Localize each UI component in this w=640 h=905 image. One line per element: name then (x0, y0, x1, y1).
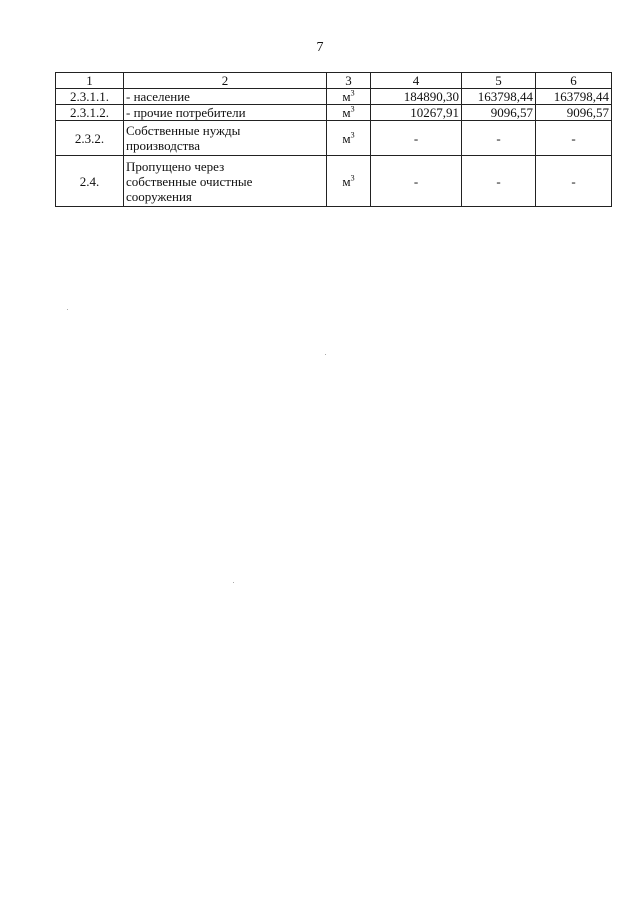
table-row (56, 89, 612, 105)
row-unit (327, 156, 371, 207)
row-value-col-4: 10267,91 (371, 105, 462, 121)
header-col-6: 6 (536, 73, 612, 89)
row-unit (327, 105, 371, 121)
row-unit (327, 121, 371, 156)
row-code: 2.3.1.2. (56, 105, 124, 121)
table-row (56, 105, 612, 121)
row-value-col-5: 163798,44 (462, 89, 536, 105)
unit-power: 3 (350, 173, 355, 183)
row-code: 2.3.1.1. (56, 89, 124, 105)
row-value-col-6: - (536, 156, 612, 207)
header-col-3: 3 (327, 73, 371, 89)
header-col-2: 2 (124, 73, 327, 89)
row-value-col-6: - (536, 121, 612, 156)
unit-base: м (342, 173, 351, 189)
row-code: 2.3.2. (56, 121, 124, 156)
unit-power: 3 (350, 130, 355, 140)
table-row (56, 121, 612, 156)
table-row (56, 156, 612, 207)
scan-speck (325, 354, 326, 355)
data-table (55, 72, 612, 207)
row-value-col-4: - (371, 121, 462, 156)
row-value-col-4: - (371, 156, 462, 207)
unit-base: м (342, 105, 351, 120)
table-header-row (56, 73, 612, 89)
row-value-col-5: - (462, 156, 536, 207)
row-value-col-5: 9096,57 (462, 105, 536, 121)
row-name-line: Собственные нужды (126, 123, 241, 138)
unit-base: м (342, 89, 351, 104)
page-number: 7 (316, 40, 324, 55)
row-name: - прочие потребители (124, 105, 327, 121)
row-name-line: Пропущено через (126, 158, 225, 174)
row-unit (327, 89, 371, 105)
unit-power: 3 (350, 88, 355, 98)
header-col-1: 1 (56, 73, 124, 89)
row-name-line: сооружения (126, 188, 192, 204)
row-code: 2.4. (56, 156, 124, 207)
unit-power: 3 (350, 104, 355, 114)
row-value-col-6: 163798,44 (536, 89, 612, 105)
scan-speck (67, 309, 68, 310)
row-name (124, 121, 327, 156)
row-name-line: собственные очистные (126, 173, 253, 189)
header-col-4: 4 (371, 73, 462, 89)
row-name: - население (124, 89, 327, 105)
row-name (124, 156, 327, 207)
scan-speck (233, 582, 234, 583)
row-value-col-5: - (462, 121, 536, 156)
unit-base: м (342, 130, 351, 146)
row-value-col-4: 184890,30 (371, 89, 462, 105)
row-value-col-6: 9096,57 (536, 105, 612, 121)
header-col-5: 5 (462, 73, 536, 89)
row-name-line: производства (126, 138, 201, 153)
